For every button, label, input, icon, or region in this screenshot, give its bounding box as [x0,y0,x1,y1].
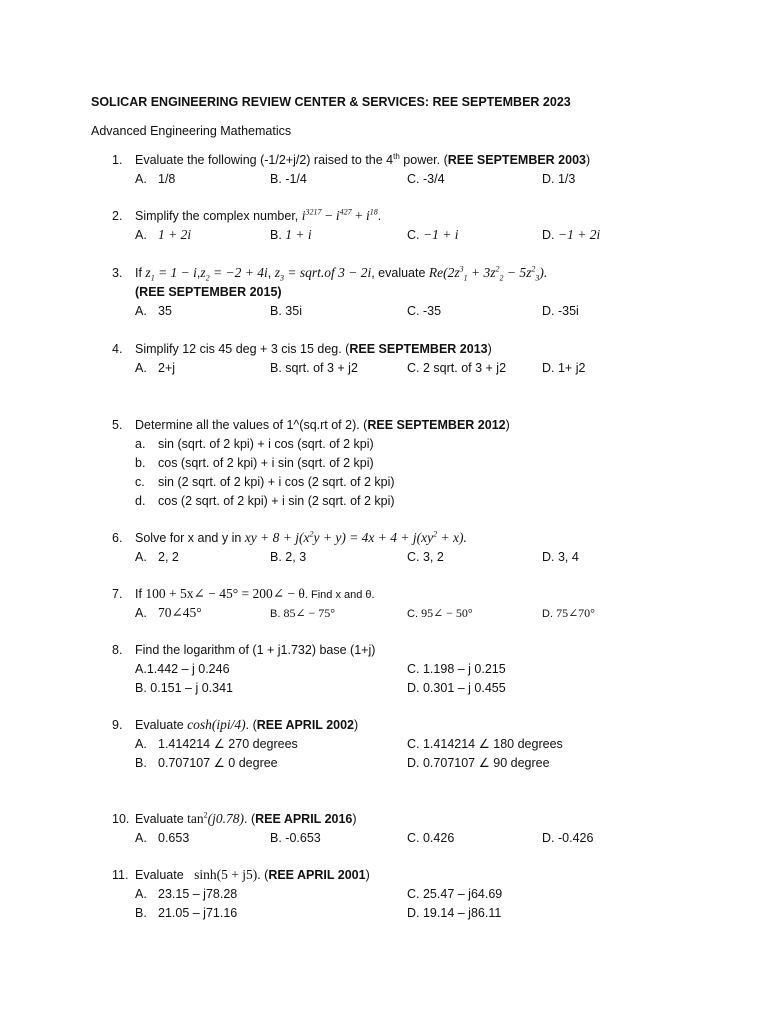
option-c[interactable]: C. 1.198 – j 0.215 [407,662,506,676]
option-a[interactable]: A. 70∠45° [135,605,202,620]
option-a[interactable]: A. 2, 2 [135,550,179,564]
option-c[interactable]: C. 3, 2 [407,550,444,564]
option-a[interactable]: A. 1/8 [135,172,176,186]
option-d[interactable]: D. −1 + 2i [542,227,601,242]
option-c[interactable]: C. -3/4 [407,172,445,186]
option-a[interactable]: A. 0.653 [135,831,190,845]
option-d[interactable]: D. 1/3 [542,172,576,186]
question-number: 6. [112,531,123,545]
question-number: 5. [112,418,123,432]
option-d[interactable]: D. -35i [542,304,579,318]
option-a[interactable]: A. 1 + 2i [135,227,192,242]
question-text: Find the logarithm of (1 + j1.732) base (1+j) [135,643,376,657]
subject-heading: Advanced Engineering Mathematics [91,124,292,138]
question-text: Simplify 12 cis 45 deg + 3 cis 15 deg. (REE SEPTEMBER 2013) [135,342,492,356]
question-number: 3. [112,266,123,280]
question-text: Evaluate the following (-1/2+j/2) raised to the 4th power. (REE SEPTEMBER 2003) [135,151,591,167]
option-b[interactable]: B. sqrt. of 3 + j2 [270,361,358,375]
question-number: 1. [112,153,123,167]
question-text: Determine all the values of 1^(sq.rt of 2). (REE SEPTEMBER 2012) [135,418,510,432]
option-b[interactable]: B. 21.05 – j71.16 [135,906,238,920]
question-reference: (REE SEPTEMBER 2015) [135,285,282,299]
option-b[interactable]: B. 1 + i [270,227,312,242]
question-text: Evaluate sinh(5 + j5). (REE APRIL 2001) [135,867,370,882]
option-c[interactable]: C. 95∠ − 50° [407,606,473,620]
question-number: 7. [112,587,123,601]
option-d[interactable]: D. 1+ j2 [542,361,586,375]
option-a[interactable]: A. 35 [135,304,172,318]
option-c[interactable]: C. 1.414214 ∠ 180 degrees [407,737,563,751]
option-b[interactable]: B. 85∠ − 75° [270,606,336,620]
option-c[interactable]: C. 0.426 [407,831,455,845]
option-b[interactable]: B. 0.151 – j 0.341 [135,681,234,695]
option-a[interactable]: A.1.442 – j 0.246 [135,662,230,676]
option-d[interactable]: D. 75∠70° [542,606,595,620]
question-number: 10. [112,812,130,826]
option-a[interactable]: A. 1.414214 ∠ 270 degrees [135,737,298,751]
option-b[interactable]: B. 2, 3 [270,550,307,564]
question-text: If $z_1 = 1 - i,z_2 = -2 + 4i$, $z_3$ = sqrt.of 3 − 2i, evaluate $Re(2z^3_1 + 3z^2_2 - 5z^2_3)$. [135,264,548,283]
option-b[interactable]: B. -0.653 [270,831,321,845]
option-d[interactable]: D. 0.301 – j 0.455 [407,681,506,695]
option-b[interactable]: B. 35i [270,304,302,318]
option-b[interactable]: B. -1/4 [270,172,307,186]
question-text: Evaluate cosh(ipi/4). (REE APRIL 2002) [135,717,359,732]
option-b[interactable]: B. 0.707107 ∠ 0 degree [135,756,278,770]
option-b[interactable]: b. cos (sqrt. of 2 kpi) + i sin (sqrt. of 2 kpi) [135,456,374,470]
option-c[interactable]: C. 25.47 – j64.69 [407,887,503,901]
question-number: 11. [112,868,129,882]
option-d[interactable]: D. -0.426 [542,831,594,845]
option-c[interactable]: C. −1 + i [407,227,459,242]
question-number: 9. [112,718,123,732]
option-d[interactable]: D. 3, 4 [542,550,579,564]
question-text: Solve for x and y in xy + $8 + j(x^2y + y) = 4x + 4 + j(xy^2 + x)$. [135,529,467,545]
option-a[interactable]: A. 23.15 – j78.28 [135,887,238,901]
question-number: 2. [112,209,123,223]
document-title: SOLICAR ENGINEERING REVIEW CENTER & SERVICES: REE SEPTEMBER 2023 [91,95,571,109]
option-c[interactable]: C. 2 sqrt. of 3 + j2 [407,361,507,375]
question-number: 8. [112,643,123,657]
option-d[interactable]: d. cos (2 sqrt. of 2 kpi) + i sin (2 sqrt. of 2 kpi) [135,494,395,508]
option-c[interactable]: c. sin (2 sqrt. of 2 kpi) + i cos (2 sqrt. of 2 kpi) [135,475,395,489]
option-a[interactable]: a. sin (sqrt. of 2 kpi) + i cos (sqrt. of 2 kpi) [135,437,374,451]
option-c[interactable]: C. -35 [407,304,442,318]
question-number: 4. [112,342,123,356]
option-d[interactable]: D. 0.707107 ∠ 90 degree [407,756,550,770]
question-text: If 100 + 5x∠ − 45° = 200∠ − θ. Find x and θ. [135,586,375,601]
question-text: Evaluate $\tan^2(j0.78)$. (REE APRIL 2016) [135,810,357,826]
option-a[interactable]: A. 2+j [135,361,176,375]
option-d[interactable]: D. 19.14 – j86.11 [407,906,502,920]
question-text: Simplify the complex number, $i^{3217} - i^{427} + i^{18}$. [135,207,382,223]
